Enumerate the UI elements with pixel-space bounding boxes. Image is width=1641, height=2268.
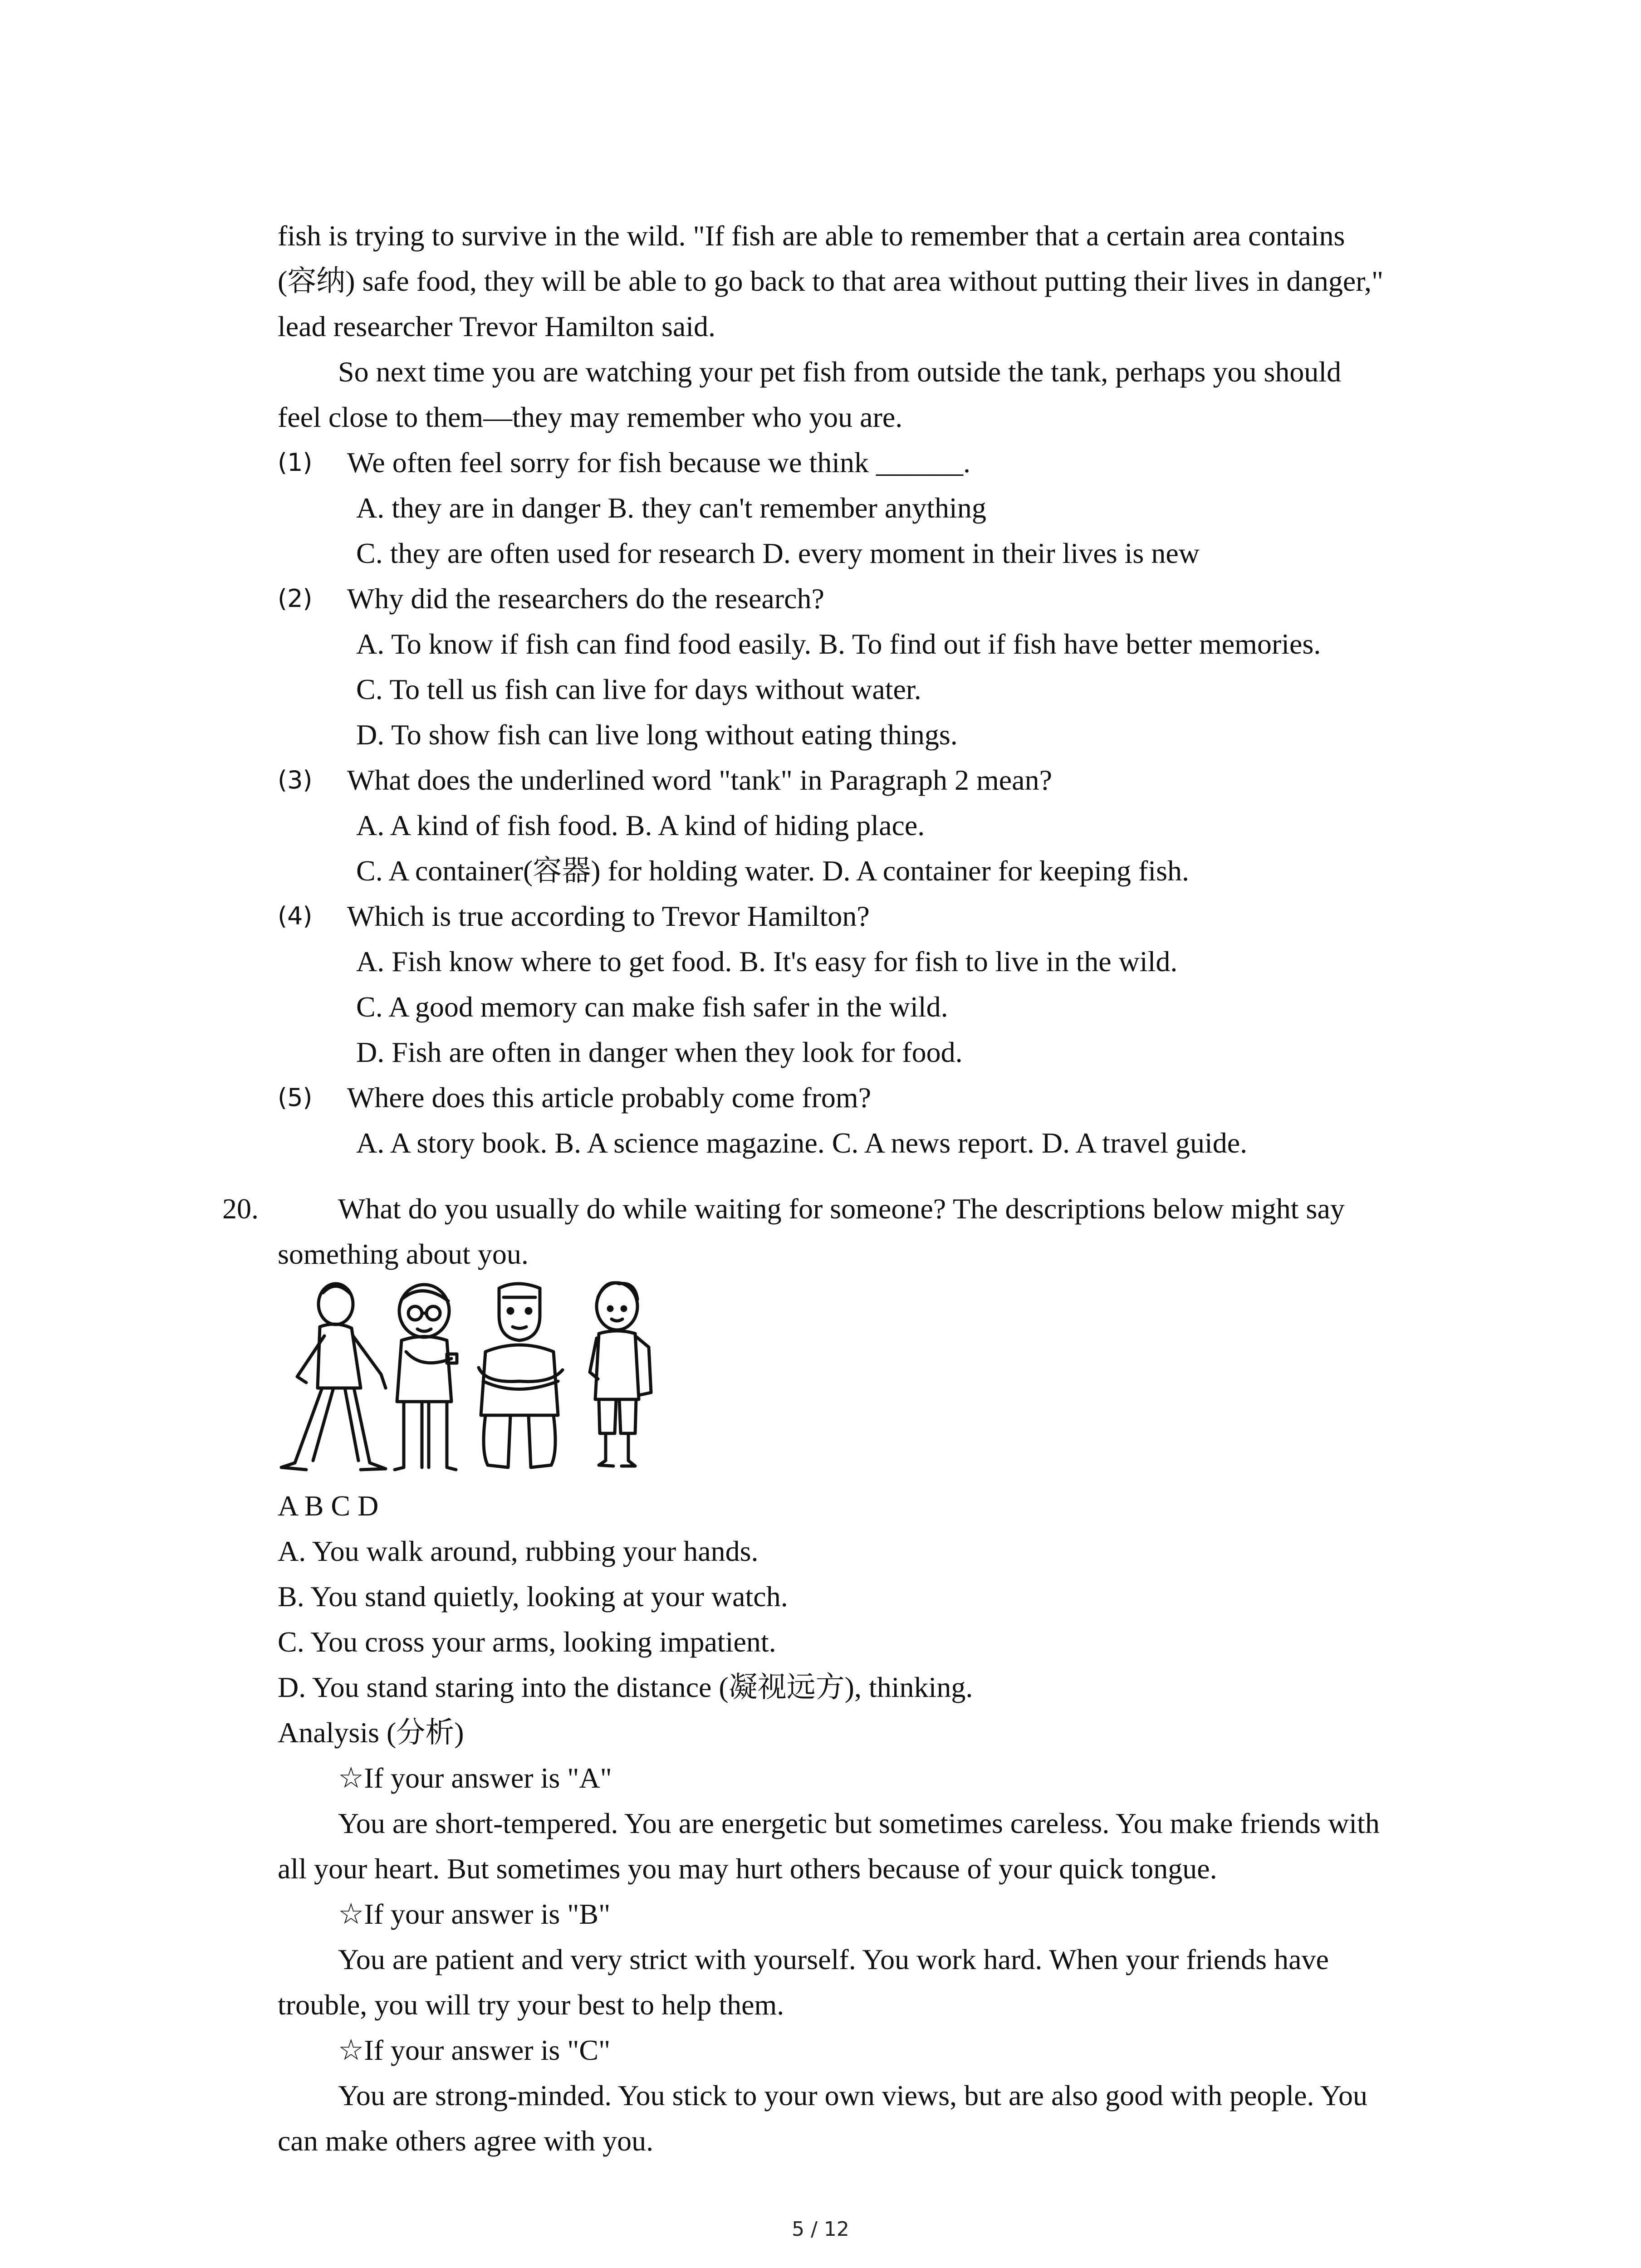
answer-option[interactable]: A. Fish know where to get food. B. It's easy for fish to live in the wild. (356, 945, 1178, 978)
person-c-crossed-arms-icon (479, 1284, 563, 1467)
question-number: (5) (278, 1083, 313, 1112)
choice-item: D. You stand staring into the distance (凝视远方), thinking. (278, 1671, 973, 1703)
answer-option[interactable]: A. A kind of fish food. B. A kind of hiding place. (356, 809, 925, 841)
answer-option[interactable]: C. they are often used for research D. every moment in their lives is new (356, 537, 1200, 569)
question-text: Why did the researchers do the research? (347, 582, 824, 615)
question-number: (4) (278, 902, 313, 930)
question-text: Where does this article probably come from? (347, 1081, 872, 1114)
analysis-text: all your heart. But sometimes you may hurt others because of your quick tongue. (278, 1853, 1217, 1885)
answer-option[interactable]: C. A good memory can make fish safer in the wild. (356, 991, 948, 1023)
analysis-text: trouble, you will try your best to help them. (278, 1989, 784, 2021)
answer-option[interactable]: A. they are in danger B. they can't remember anything (356, 492, 986, 524)
question-intro: something about you. (278, 1238, 529, 1270)
answer-option[interactable]: D. Fish are often in danger when they look for food. (356, 1036, 963, 1068)
question-number: (3) (278, 766, 313, 794)
analysis-heading: ☆If your answer is "A" (338, 1762, 612, 1794)
question-number: 20. (222, 1193, 259, 1225)
analysis-text: can make others agree with you. (278, 2125, 654, 2157)
answer-option[interactable]: C. A container(容器) for holding water. D. A container for keeping fish. (356, 855, 1190, 887)
page-number: 5 / 12 (792, 2218, 849, 2241)
passage-line: feel close to them—they may remember who you are. (278, 401, 903, 433)
passage-line: So next time you are watching your pet fish from outside the tank, perhaps you should (338, 356, 1342, 388)
analysis-text: You are strong-minded. You stick to your own views, but are also good with people. You (338, 2079, 1367, 2112)
passage-line: (容纳) safe food, they will be able to go back to that area without putting their lives in danger," (278, 265, 1384, 297)
question-text: Which is true according to Trevor Hamilton? (347, 900, 870, 932)
passage-line: fish is trying to survive in the wild. "If fish are able to remember that a certain area contains (278, 220, 1345, 252)
person-a-walking-icon (281, 1284, 386, 1470)
answer-option[interactable]: D. To show fish can live long without eating things. (356, 719, 958, 751)
question-text: We often feel sorry for fish because we think ______. (347, 446, 970, 479)
choice-item: C. You cross your arms, looking impatient. (278, 1626, 776, 1658)
analysis-text: You are short-tempered. You are energetic but sometimes careless. You make friends with (338, 1807, 1380, 1839)
person-d-boy-icon (590, 1283, 651, 1466)
waiting-people-illustration (272, 1279, 671, 1479)
question-number: (2) (278, 584, 313, 613)
analysis-heading: ☆If your answer is "C" (338, 2034, 611, 2066)
question-number: (1) (278, 448, 313, 477)
answer-option[interactable]: A. To know if fish can find food easily. B. To find out if fish have better memories. (356, 628, 1321, 660)
choice-item: B. You stand quietly, looking at your watch. (278, 1580, 788, 1613)
question-intro: What do you usually do while waiting for someone? The descriptions below might say (338, 1193, 1345, 1225)
question-text: What does the underlined word "tank" in Paragraph 2 mean? (347, 764, 1052, 796)
passage-line: lead researcher Trevor Hamilton said. (278, 310, 716, 342)
answer-option[interactable]: C. To tell us fish can live for days without water. (356, 673, 921, 705)
analysis-title: Analysis (分析) (278, 1716, 464, 1749)
answer-option[interactable]: A. A story book. B. A science magazine. C. A news report. D. A travel guide. (356, 1127, 1248, 1159)
choice-item: A. You walk around, rubbing your hands. (278, 1535, 759, 1567)
picture-labels: A B C D (278, 1490, 379, 1522)
analysis-heading: ☆If your answer is "B" (338, 1898, 611, 1930)
person-b-glasses-icon (395, 1285, 457, 1470)
analysis-text: You are patient and very strict with yourself. You work hard. When your friends have (338, 1943, 1329, 1975)
